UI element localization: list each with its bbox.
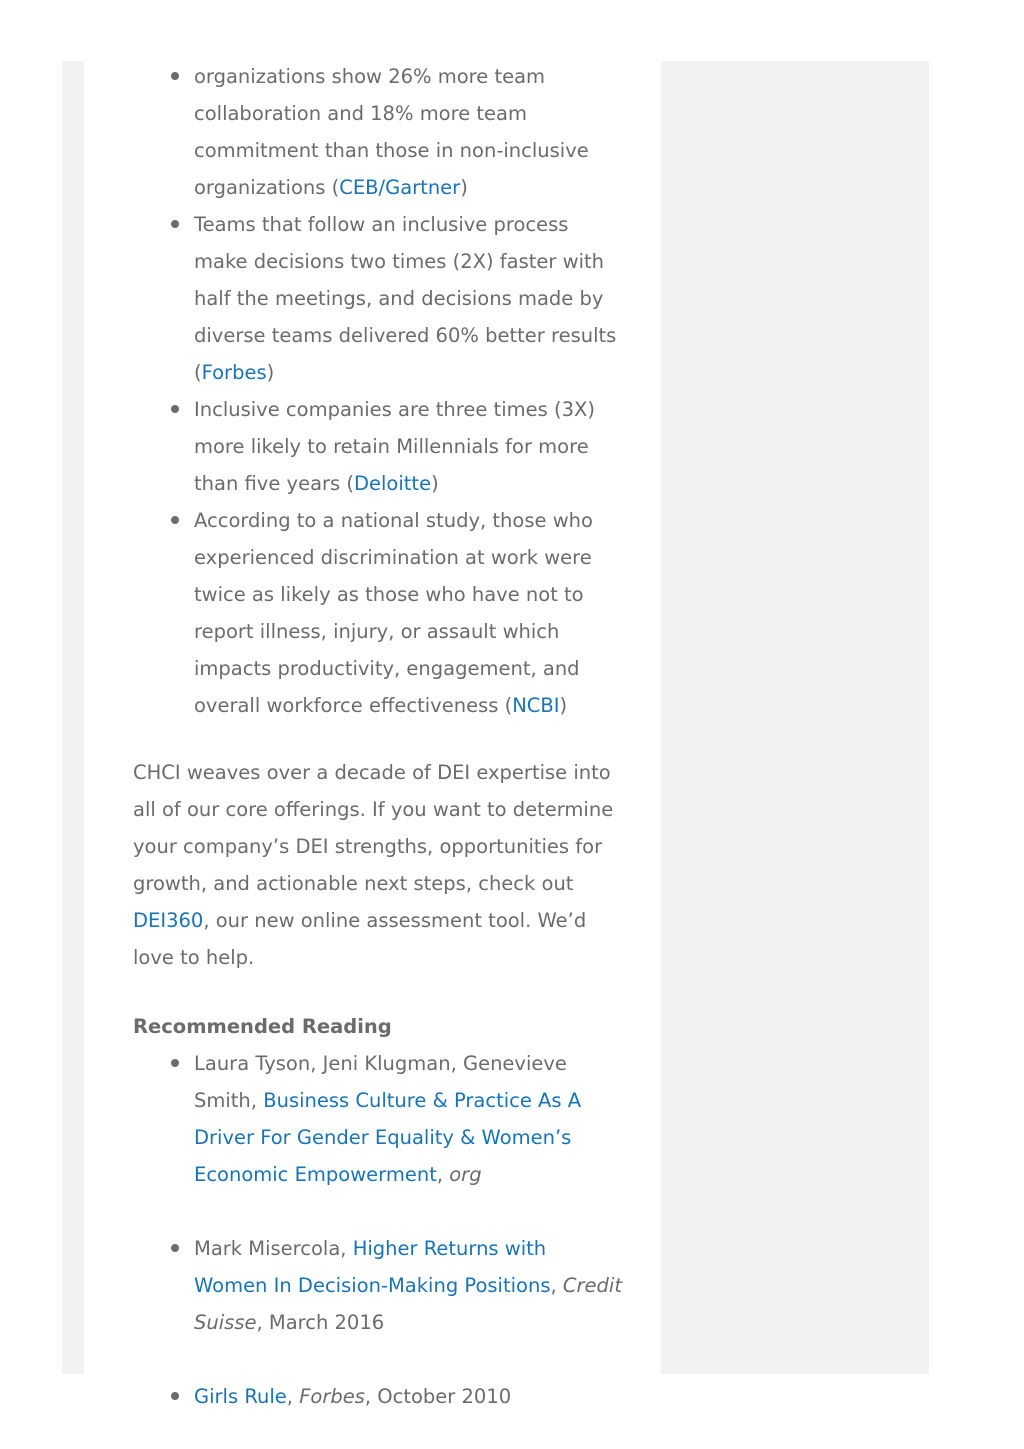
sidebar-panel (661, 61, 929, 1374)
list-item: Girls Rule, Forbes, October 2010 (194, 1378, 623, 1415)
left-margin-strip (62, 61, 84, 1374)
reading-link-higher-returns[interactable]: Higher Returns with Women In Decision-Making Positions (194, 1237, 551, 1297)
list-item: Laura Tyson, Jeni Klugman, Genevieve Smith, Business Culture & Practice As A Driver For Gender Equality & Women’s Economic Empowerment, org (194, 1045, 623, 1193)
recommended-reading-heading: Recommended Reading (133, 1015, 392, 1038)
reading-link-girls-rule[interactable]: Girls Rule (194, 1385, 287, 1408)
source-link-deloitte[interactable]: Deloitte (354, 472, 432, 495)
list-item: According to a national study, those who experienced discrimination at work were twice as likely as those who have not to report illness, injury, or assault which impacts productivity, engagement, and overall workforce effectiveness (NCBI) (194, 502, 623, 724)
dei360-link[interactable]: DEI360 (133, 909, 204, 932)
source-link-ceb-gartner[interactable]: CEB/Gartner (339, 176, 461, 199)
stats-list (133, 58, 623, 724)
list-item: Mark Misercola, Higher Returns with Women In Decision-Making Positions, Credit Suisse, March 2016 (194, 1230, 623, 1341)
list-item: organizations show 26% more team collaboration and 18% more team commitment than those in non-inclusive organizations (CEB/Gartner) (194, 58, 623, 206)
reading-list (133, 1045, 623, 1415)
list-item: Teams that follow an inclusive process make decisions two times (2X) faster with half the meetings, and decisions made by diverse teams delivered 60% better results (Forbes) (194, 206, 623, 391)
reading-link-business-culture[interactable]: Business Culture & Practice As A Driver For Gender Equality & Women’s Economic Empowerment (194, 1089, 582, 1186)
source-link-forbes[interactable]: Forbes (201, 361, 267, 384)
chci-paragraph: CHCI weaves over a decade of DEI expertise into all of our core offerings. If you want to determine your company’s DEI strengths, opportunities for growth, and actionable next steps, check out DEI360, our new online assessment tool. We’d love to help. (133, 761, 614, 969)
article-body (133, 58, 623, 1415)
source-link-ncbi[interactable]: NCBI (512, 694, 560, 717)
list-item: Inclusive companies are three times (3X) more likely to retain Millennials for more than five years (Deloitte) (194, 391, 623, 502)
